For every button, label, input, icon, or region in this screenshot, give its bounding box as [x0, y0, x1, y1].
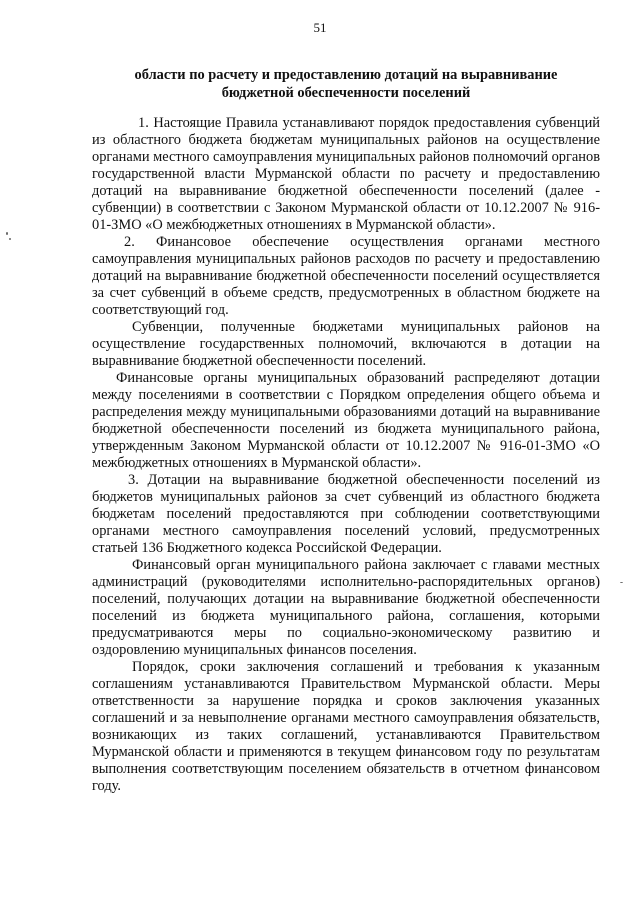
paragraph-4: Финансовые органы муниципальных образований распределяют дотации между поселениями в соответствии с Порядком определения общего объема и распределения между муниципальными образованиями дотаций на выравнивание бюджетной обеспеченности поселений из бюджета муниципального района, утвержденным Законом Мурманской области от 10.12.2007 № 916-01-ЗМО «О межбюджетных отношениях в Мурманской области». [92, 370, 600, 471]
scan-speck [6, 232, 8, 235]
section-heading [92, 66, 600, 102]
paragraph-6: Финансовый орган муниципального района заключает с главами местных администраций (руководителями исполнительно-распорядительных органов) поселений, получающих дотации на выравнивание бюджетной обеспеченности поселений из бюджета муниципального района, соглашения, которыми предусматриваются меры по социально-экономическому развитию и оздоровлению муниципальных финансов поселения. [92, 557, 600, 658]
page-number: 51 [313, 20, 327, 35]
paragraph-1: 1. Настоящие Правила устанавливают порядок предоставления субвенций из областного бюджета бюджетам муниципальных районов на осуществление органами местного самоуправления муниципальных районов полномочий органов государственной власти Мурманской области по расчету и предоставлению дотаций на выравнивание бюджетной обеспеченности поселений (далее - субвенции) в соответствии с Законом Мурманской области от 10.12.2007 № 916-01-ЗМО «О межбюджетных отношениях в Мурманской области». [92, 115, 600, 233]
document-body [92, 115, 600, 795]
paragraph-5: 3. Дотации на выравнивание бюджетной обеспеченности поселений из бюджетов муниципальных районов за счет субвенций из областного бюджета бюджетам поселений предоставляются при соблюдении соответствующими органами местного самоуправления поселений условий, предусмотренных статьей 136 Бюджетного кодекса Российской Федерации. [92, 472, 600, 556]
paragraph-7: Порядок, сроки заключения соглашений и требования к указанным соглашениям устанавливаются Правительством Мурманской области. Меры ответственности за нарушение порядка и сроков заключения указанных соглашений и за невыполнение органами местного самоуправления обязательств, возникающих из таких соглашений, устанавливаются Правительством Мурманской области и применяются в текущем финансовом году по результатам выполнения соответствующим поселением обязательств в отчетном финансовом году. [92, 659, 600, 794]
scan-speck [9, 238, 11, 240]
heading-line-1: области по расчету и предоставлению дотаций на выравнивание [134, 67, 558, 83]
scan-speck [620, 582, 623, 583]
heading-line-2: бюджетной обеспеченности поселений [221, 85, 471, 101]
paragraph-3: Субвенции, полученные бюджетами муниципальных районов на осуществление государственных полномочий, включаются в дотации на выравнивание бюджетной обеспеченности поселений. [92, 319, 600, 369]
paragraph-2: 2. Финансовое обеспечение осуществления органами местного самоуправления муниципальных районов расходов по расчету и предоставлению дотаций на выравнивание бюджетной обеспеченности поселений осуществляется за счет субвенций в объеме средств, предусмотренных в областном бюджете на соответствующий год. [92, 234, 600, 318]
